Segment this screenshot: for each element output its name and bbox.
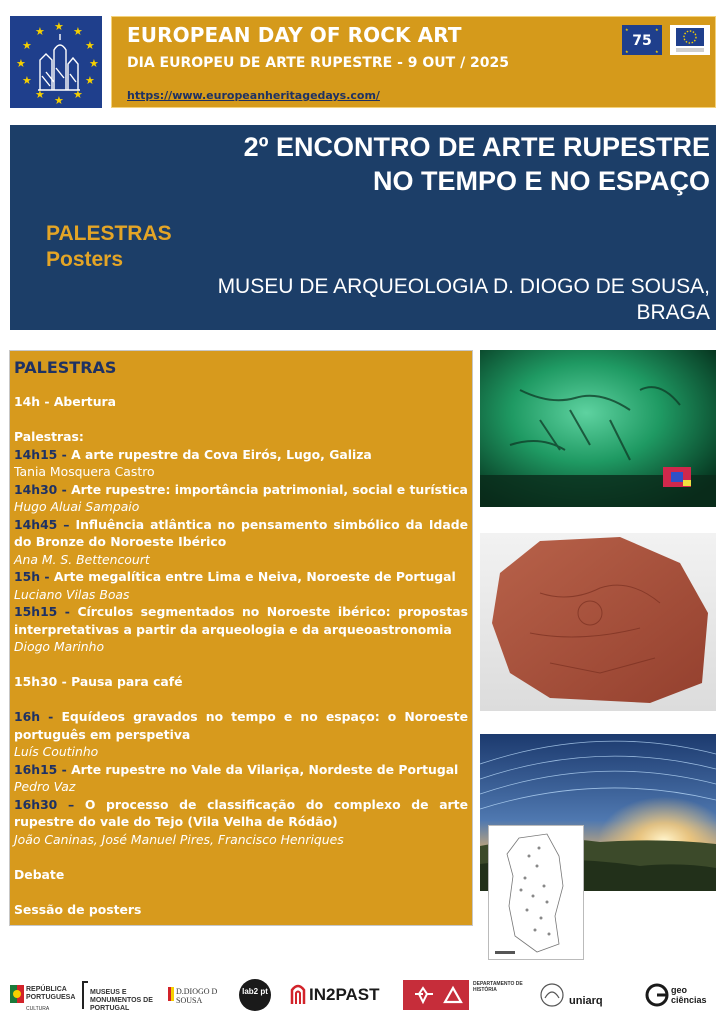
talk-time: 14h45 [14,516,58,532]
talk-author: Pedro Vaz [14,779,76,794]
event-title [244,130,710,198]
svg-text:★: ★ [89,57,99,70]
cave-rock-art-photo [480,350,716,507]
talk-time: 15h15 [14,604,58,619]
logo-republica-portuguesa [10,975,75,1015]
svg-text:★: ★ [655,27,659,32]
logo-centro-geociencias [645,975,715,1015]
svg-text:★: ★ [625,49,629,54]
poster-session-item: Sessão de posters [14,901,142,917]
logo-subtext: CULTURA [26,1006,50,1012]
svg-text:★: ★ [35,88,45,101]
svg-text:★: ★ [73,25,83,38]
logo-text: geo ciências [671,985,707,1005]
talk-author: Ana M. S. Bettencourt [14,551,150,567]
event-title-line1: 2º ENCONTRO DE ARTE RUPESTRE [243,132,710,162]
logo-text: IN2PAST [309,985,380,1004]
svg-text:★: ★ [22,74,32,87]
talk-item: 14h45 – Influência atlântica no pensamento simbólico da Idade do Bronze do Noroeste Ibérico [14,516,469,549]
talk-item: 14h30 - Arte rupestre: importância patrimonial, social e turística [14,481,468,497]
banner-tag-posters: Posters [46,248,124,271]
opening-item: 14h - Abertura [14,394,117,409]
logo-text: lab2 pt [242,987,268,996]
eu-flag-icon [670,25,710,55]
eu-stars-logo [10,16,102,108]
talk-title: Equídeos gravados no tempo e no espaço: o Noroeste português em perspetiva [14,709,468,742]
debate-item: Debate [14,866,65,882]
coffee-break: 15h30 - Pausa para café [14,674,183,689]
svg-text:★: ★ [22,39,32,52]
talk-item: 15h - Arte megalítica entre Lima e Neiva, Noroeste de Portugal [14,569,456,584]
header-url-link[interactable]: https://www.europeanheritagedays.com/ [127,89,380,102]
logo-text: uniarq [569,995,603,1007]
logo-lab2pt [238,975,272,1015]
uminho-icon [403,980,469,1010]
talk-title: Influência atlântica no pensamento simbólico da Idade do Bronze do Noroeste Ibérico [14,516,469,549]
programme-box [9,350,473,926]
talk-item: 16h - Equídeos gravados no tempo e no espaço: o Noroeste português em perspetiva [14,709,468,742]
svg-text:★: ★ [625,27,629,32]
header-bar [111,16,716,108]
logo-uniarq [539,975,617,1015]
event-banner [10,125,716,330]
talk-item: 16h15 - Arte rupestre no Vale da Vilariça, Nordeste de Portugal [14,761,459,777]
talk-time: 14h15 [14,446,58,462]
talk-title: Arte megalítica entre Lima e Neiva, Noroeste de Portugal [53,569,456,584]
venue-line2: BRAGA [636,301,710,324]
geociencias-icon [645,978,669,1012]
logo-in2past [290,975,390,1015]
header-title: EUROPEAN DAY OF ROCK ART [127,23,462,47]
talk-item: 15h15 - Círculos segmentados no Noroeste ibérico: propostas interpretativas a partir da arqueologia e da arqueoastronomia [14,604,468,637]
talk-time: 16h15 [14,761,58,777]
venue-line1: MUSEU DE ARQUEOLOGIA D. DIOGO DE SOUSA, [217,275,710,298]
logo-museu-d-diogo [168,975,224,1015]
svg-text:★: ★ [54,94,64,107]
header-subtitle: DIA EUROPEU DE ARTE RUPESTRE - 9 OUT / 2025 [127,55,510,71]
talk-item: 16h30 – O processo de classificação do complexo de arte rupestre do vale do Tejo (Vila Velha de Ródão) [14,796,468,829]
talk-title: Arte rupestre no Vale da Vilariça, Nordeste de Portugal [71,761,459,777]
logo-museus-monumentos [82,975,160,1015]
badge-number: 75 [632,33,652,49]
castle-stars-icon [10,16,102,108]
svg-text:★: ★ [73,88,83,101]
logo-text: D.DIOGO D SOUSA [176,987,218,1005]
logo-text: REPÚBLICA PORTUGUESA [26,986,76,1001]
talks-label: Palestras: [14,429,84,444]
talk-title: O processo de classificação do complexo de arte rupestre do vale do Tejo (Vila Velha de Ródão) [14,796,468,829]
talk-author: Diogo Marinho [14,639,105,654]
talk-title: A arte rupestre da Cova Eirós, Lugo, Galiza [71,446,372,462]
talk-time: 15h [14,569,41,584]
venue [218,274,710,326]
talk-title: Círculos segmentados no Noroeste ibérico: propostas interpretativas a partir da arqueologia e da arqueoastronomia [14,604,468,637]
talk-author: Luciano Vilas Boas [14,586,130,602]
svg-text:★: ★ [16,57,26,70]
svg-text:★: ★ [85,39,95,52]
talk-item: 14h15 - A arte rupestre da Cova Eirós, Lugo, Galiza [14,446,372,462]
logo-departamento-historia [403,975,531,1015]
programme-heading: PALESTRAS [14,358,117,377]
svg-text:★: ★ [655,49,659,54]
svg-text:★: ★ [85,74,95,87]
talk-author: Luís Coutinho [14,744,99,759]
talk-title: Arte rupestre: importância patrimonial, social e turística [71,481,468,497]
uniarq-emblem-icon [539,980,565,1010]
event-title-line2: NO TEMPO E NO ESPAÇO [372,166,710,196]
logo-text: MUSEUS E MONUMENTOS DE PORTUGAL [90,989,153,1012]
logo-text: DEPARTAMENTO DE HISTÓRIA [473,981,523,993]
anniversary-75-badge [622,25,662,55]
talk-author: João Caninas, José Manuel Pires, Francisco Henriques [14,831,344,847]
site-map-inset [488,825,584,960]
svg-text:★: ★ [35,25,45,38]
talk-author: Tania Mosquera Castro [14,464,155,479]
talk-time: 16h30 [14,796,58,812]
talk-time: 16h [14,709,41,724]
talk-author: Hugo Aluai Sampaio [14,499,140,514]
svg-text:★: ★ [54,20,64,33]
portugal-shield-icon [10,985,24,1003]
talk-time: 14h30 [14,481,58,497]
engraved-slab-photo [480,533,716,711]
banner-tag-talks: PALESTRAS [46,222,172,245]
